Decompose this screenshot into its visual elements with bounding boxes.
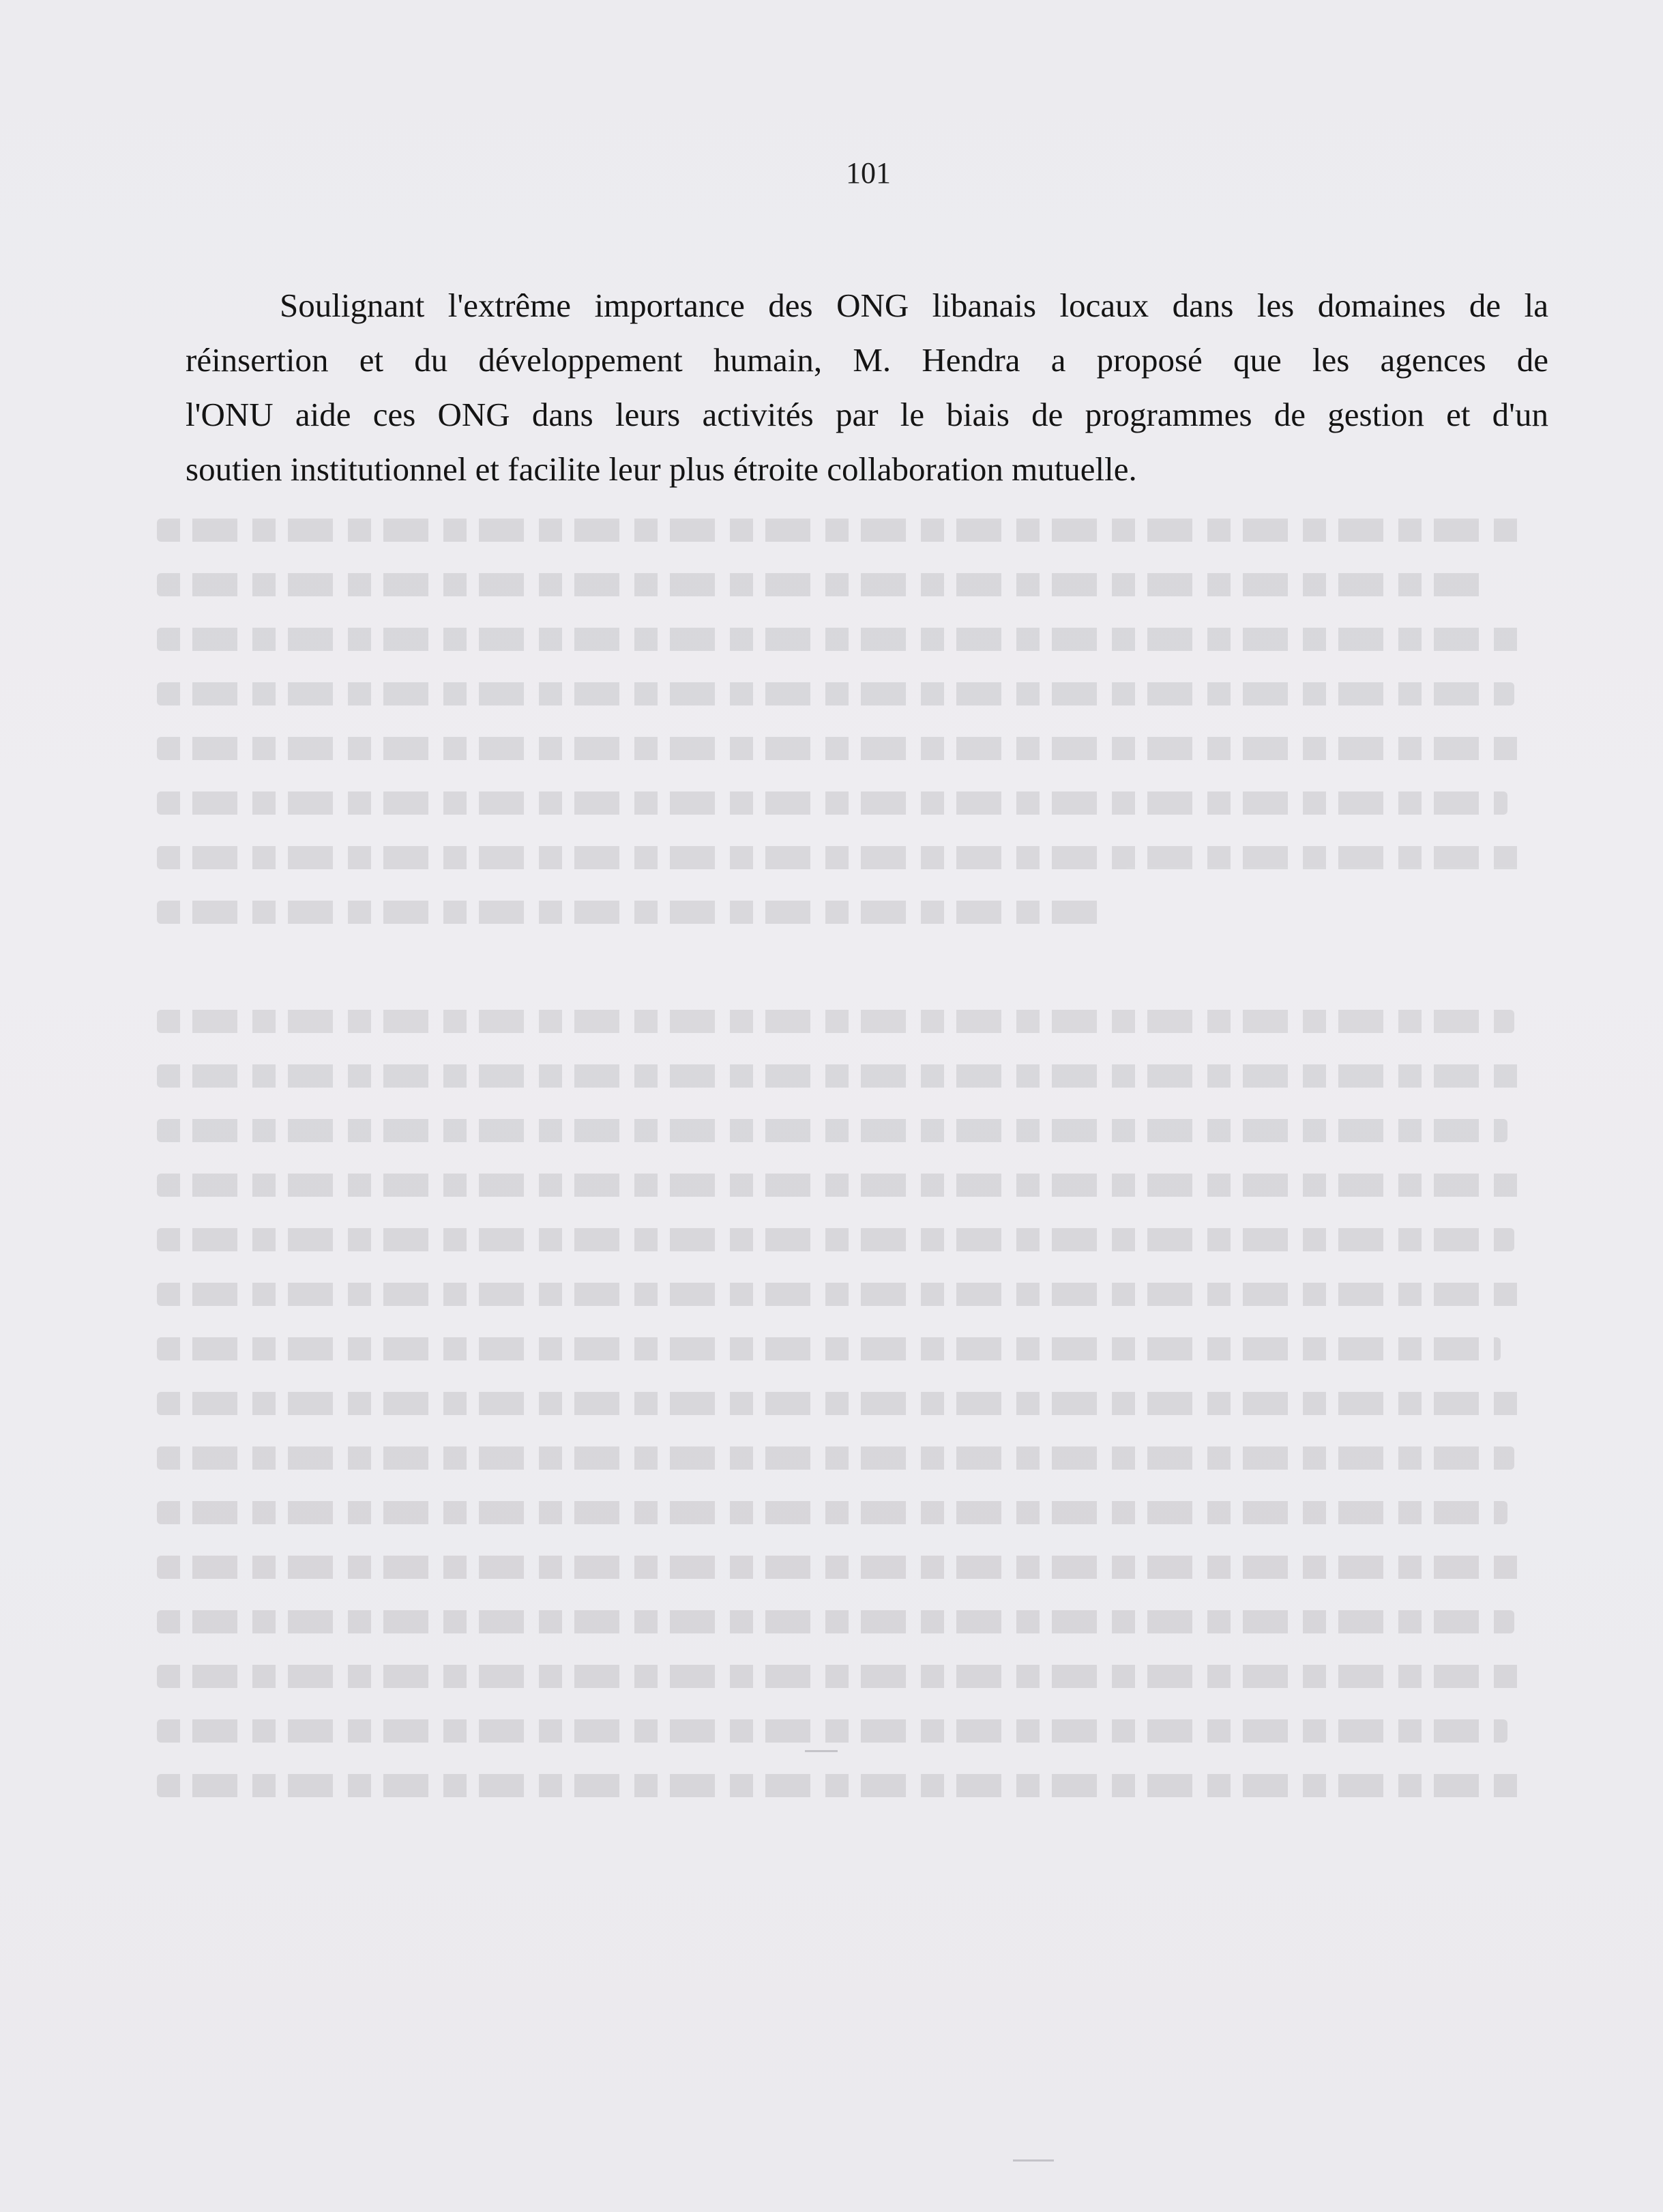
- bleed-line: [157, 573, 1494, 596]
- bleed-line: [157, 1501, 1507, 1524]
- bleed-line: [157, 1119, 1507, 1142]
- bleed-line: [157, 1283, 1521, 1306]
- scan-mark: [1013, 2159, 1054, 2162]
- paragraph-line: soutien institutionnel et facilite leur plus étroite collaboration mutuelle.: [186, 450, 1137, 488]
- bleed-line: [157, 1174, 1521, 1197]
- page-number: 101: [846, 156, 891, 190]
- bleed-line: [157, 1610, 1514, 1633]
- bleed-line: [157, 737, 1521, 760]
- bleed-line: [157, 1064, 1521, 1088]
- scan-mark: [805, 1750, 838, 1752]
- bleed-line: [157, 1556, 1521, 1579]
- bleed-line: [157, 682, 1514, 705]
- bleed-line: [157, 791, 1507, 815]
- body-paragraph: [186, 278, 1548, 497]
- bleed-line: [157, 1337, 1501, 1360]
- paragraph-line: l'ONU aide ces ONG dans leurs activités par le biais de programmes de gestion et d'un: [186, 396, 1548, 433]
- bleed-through-texture: [157, 478, 1548, 1979]
- bleed-line: [157, 1774, 1521, 1797]
- paragraph-line: réinsertion et du développement humain, M. Hendra a proposé que les agences de: [186, 341, 1548, 379]
- bleed-line: [157, 1010, 1514, 1033]
- bleed-line: [157, 1665, 1521, 1688]
- bleed-line: [157, 1392, 1521, 1415]
- bleed-line: [157, 628, 1521, 651]
- bleed-line: [157, 1446, 1514, 1470]
- bleed-line: [157, 901, 1112, 924]
- bleed-line: [157, 519, 1521, 542]
- paragraph-line: Soulignant l'extrême importance des ONG libanais locaux dans les domaines de la: [280, 287, 1548, 324]
- bleed-line: [157, 846, 1521, 869]
- bleed-line: [157, 1228, 1514, 1251]
- bleed-line: [157, 1719, 1507, 1743]
